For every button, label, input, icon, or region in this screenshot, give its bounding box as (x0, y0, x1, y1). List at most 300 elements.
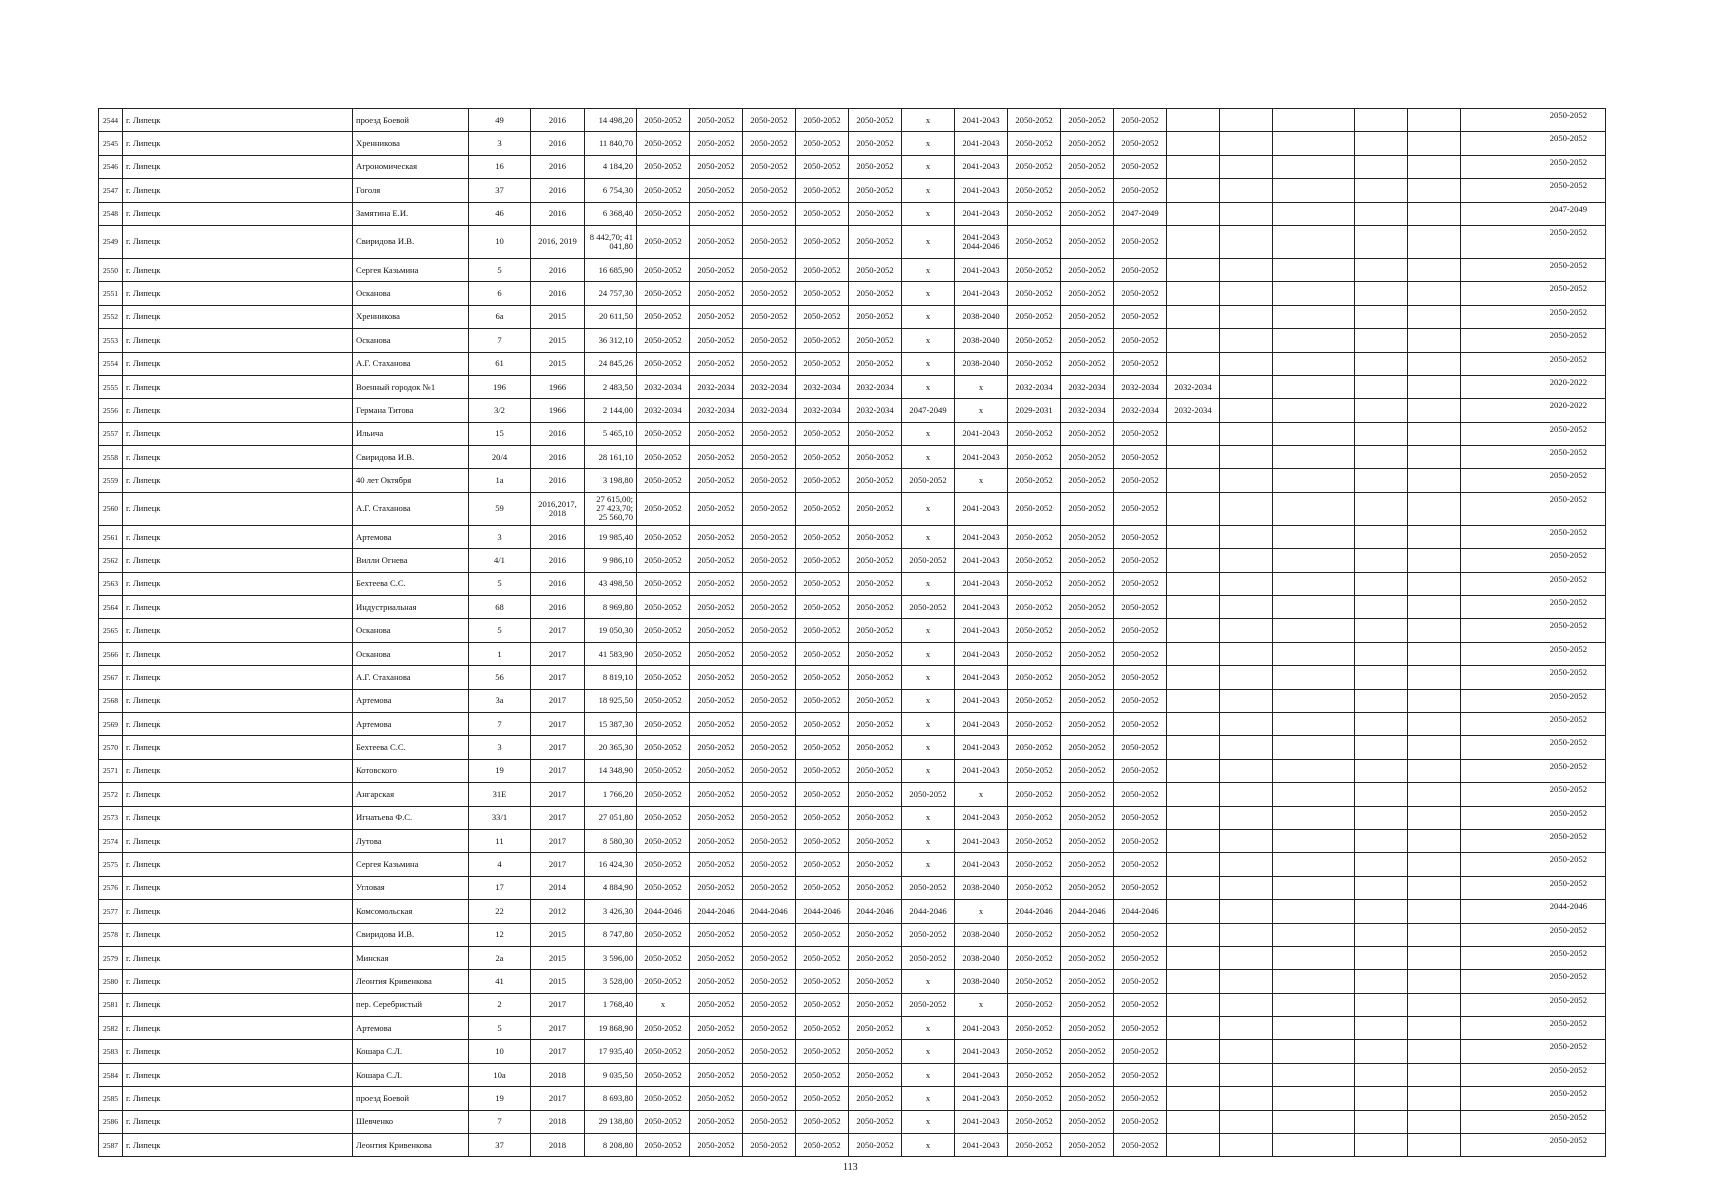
term-col-20-cell (1355, 1040, 1408, 1063)
term-col-12-cell: х (902, 202, 955, 225)
house-number-cell: 6а (469, 305, 531, 328)
term-col-11-cell: 2050-2052 (849, 1040, 902, 1063)
row-number-cell: 2560 (99, 492, 123, 525)
term-col-7-cell: 2050-2052 (637, 572, 690, 595)
table-row (99, 900, 1606, 923)
table-row (99, 305, 1606, 328)
overall-term-cell: 2050-2052 (1461, 596, 1606, 619)
survey-year-cell: 2017 (531, 993, 585, 1016)
street-cell: Германа Титова (353, 399, 469, 422)
term-col-20-cell (1355, 1017, 1408, 1040)
term-col-11-cell: 2050-2052 (849, 422, 902, 445)
settlement-cell: г. Липецк (123, 900, 353, 923)
term-col-9-cell: 2050-2052 (743, 1134, 796, 1157)
term-col-14-cell: 2050-2052 (1008, 549, 1061, 572)
term-col-15-cell: 2050-2052 (1061, 689, 1114, 712)
term-col-18-cell (1220, 993, 1273, 1016)
table-row (99, 492, 1606, 525)
term-col-14-cell: 2050-2052 (1008, 1087, 1061, 1110)
street-cell: проезд Боевой (353, 109, 469, 132)
term-col-12-cell: х (902, 1063, 955, 1086)
term-col-7-cell: 2050-2052 (637, 469, 690, 492)
term-col-14-cell: 2050-2052 (1008, 469, 1061, 492)
term-col-14-cell: 2050-2052 (1008, 525, 1061, 548)
term-col-7-cell: 2050-2052 (637, 179, 690, 202)
term-col-7-cell: 2050-2052 (637, 736, 690, 759)
term-col-12-cell: х (902, 689, 955, 712)
street-cell: Осканова (353, 619, 469, 642)
term-col-17-cell (1167, 642, 1220, 665)
term-col-13-cell: 2038-2040 (955, 352, 1008, 375)
term-col-9-cell: 2050-2052 (743, 492, 796, 525)
term-col-9-cell: 2050-2052 (743, 923, 796, 946)
overall-term-cell: 2050-2052 (1461, 155, 1606, 178)
table-row (99, 759, 1606, 782)
term-col-12-cell: 2050-2052 (902, 876, 955, 899)
term-col-11-cell: 2050-2052 (849, 923, 902, 946)
table-row (99, 946, 1606, 969)
term-col-10-cell: 2050-2052 (796, 132, 849, 155)
term-col-11-cell: 2050-2052 (849, 783, 902, 806)
settlement-cell: г. Липецк (123, 806, 353, 829)
term-col-11-cell: 2050-2052 (849, 736, 902, 759)
settlement-cell: г. Липецк (123, 666, 353, 689)
term-col-19-cell (1273, 1040, 1355, 1063)
term-col-17-cell (1167, 352, 1220, 375)
settlement-cell: г. Липецк (123, 492, 353, 525)
term-col-10-cell: 2050-2052 (796, 1017, 849, 1040)
area-cell: 14 348,90 (585, 759, 637, 782)
street-cell: Гоголя (353, 179, 469, 202)
term-col-19-cell (1273, 1087, 1355, 1110)
term-col-20-cell (1355, 712, 1408, 735)
term-col-12-cell: х (902, 572, 955, 595)
term-col-10-cell: 2050-2052 (796, 642, 849, 665)
term-col-20-cell (1355, 853, 1408, 876)
house-number-cell: 10 (469, 225, 531, 258)
area-cell: 4 884,90 (585, 876, 637, 899)
street-cell: А.Г. Стаханова (353, 352, 469, 375)
term-col-13-cell: 2041-2043 (955, 596, 1008, 619)
settlement-cell: г. Липецк (123, 1087, 353, 1110)
table-row (99, 399, 1606, 422)
term-col-10-cell: 2032-2034 (796, 375, 849, 398)
term-col-15-cell: 2050-2052 (1061, 202, 1114, 225)
term-col-19-cell (1273, 179, 1355, 202)
term-col-10-cell: 2050-2052 (796, 619, 849, 642)
term-col-7-cell: 2050-2052 (637, 225, 690, 258)
street-cell: Хренникова (353, 305, 469, 328)
term-col-19-cell (1273, 446, 1355, 469)
row-number-cell: 2546 (99, 155, 123, 178)
term-col-13-cell: 2041-2043 (955, 829, 1008, 852)
term-col-9-cell: 2050-2052 (743, 1017, 796, 1040)
term-col-10-cell: 2050-2052 (796, 783, 849, 806)
term-col-9-cell: 2050-2052 (743, 1110, 796, 1133)
term-col-7-cell: 2050-2052 (637, 549, 690, 572)
term-col-7-cell: 2050-2052 (637, 282, 690, 305)
survey-year-cell: 2016,2017, 2018 (531, 492, 585, 525)
term-col-18-cell (1220, 759, 1273, 782)
term-col-17-cell (1167, 305, 1220, 328)
street-cell: Бехтеева С.С. (353, 736, 469, 759)
house-number-cell: 10 (469, 1040, 531, 1063)
term-col-17-cell (1167, 829, 1220, 852)
term-col-13-cell: 2041-2043 (955, 179, 1008, 202)
term-col-13-cell: 2038-2040 (955, 946, 1008, 969)
survey-year-cell: 2012 (531, 900, 585, 923)
survey-year-cell: 2016 (531, 202, 585, 225)
street-cell: Сергея Казьмина (353, 258, 469, 281)
term-col-8-cell: 2050-2052 (690, 1040, 743, 1063)
term-col-8-cell: 2050-2052 (690, 923, 743, 946)
term-col-18-cell (1220, 806, 1273, 829)
area-cell: 8 208,80 (585, 1134, 637, 1157)
term-col-11-cell: 2050-2052 (849, 572, 902, 595)
survey-year-cell: 2018 (531, 1134, 585, 1157)
term-col-9-cell: 2050-2052 (743, 132, 796, 155)
term-col-21-cell (1408, 225, 1461, 258)
term-col-12-cell: 2050-2052 (902, 923, 955, 946)
term-col-12-cell: 2050-2052 (902, 993, 955, 1016)
term-col-11-cell: 2032-2034 (849, 399, 902, 422)
survey-year-cell: 1966 (531, 375, 585, 398)
term-col-7-cell: 2050-2052 (637, 876, 690, 899)
term-col-17-cell (1167, 1017, 1220, 1040)
overall-term-cell: 2050-2052 (1461, 492, 1606, 525)
term-col-13-cell: 2041-2043 (955, 282, 1008, 305)
overall-term-cell: 2020-2022 (1461, 375, 1606, 398)
term-col-16-cell: 2050-2052 (1114, 132, 1167, 155)
term-col-7-cell: 2050-2052 (637, 689, 690, 712)
term-col-20-cell (1355, 970, 1408, 993)
area-cell: 5 465,10 (585, 422, 637, 445)
term-col-10-cell: 2050-2052 (796, 666, 849, 689)
term-col-17-cell (1167, 853, 1220, 876)
area-cell: 8 693,80 (585, 1087, 637, 1110)
term-col-21-cell (1408, 712, 1461, 735)
term-col-19-cell (1273, 900, 1355, 923)
term-col-18-cell (1220, 853, 1273, 876)
term-col-10-cell: 2050-2052 (796, 993, 849, 1016)
term-col-8-cell: 2050-2052 (690, 759, 743, 782)
term-col-12-cell: х (902, 1087, 955, 1110)
house-number-cell: 1а (469, 469, 531, 492)
term-col-15-cell: 2050-2052 (1061, 642, 1114, 665)
term-col-8-cell: 2050-2052 (690, 422, 743, 445)
area-cell: 19 050,30 (585, 619, 637, 642)
term-col-17-cell (1167, 1110, 1220, 1133)
row-number-cell: 2548 (99, 202, 123, 225)
term-col-18-cell (1220, 900, 1273, 923)
term-col-18-cell (1220, 876, 1273, 899)
term-col-20-cell (1355, 352, 1408, 375)
term-col-13-cell: 2041-2043 (955, 1110, 1008, 1133)
term-col-12-cell: х (902, 225, 955, 258)
house-number-cell: 22 (469, 900, 531, 923)
term-col-18-cell (1220, 179, 1273, 202)
term-col-9-cell: 2032-2034 (743, 399, 796, 422)
overall-term-cell: 2047-2049 (1461, 202, 1606, 225)
settlement-cell: г. Липецк (123, 783, 353, 806)
survey-year-cell: 2014 (531, 876, 585, 899)
term-col-9-cell: 2050-2052 (743, 993, 796, 1016)
term-col-21-cell (1408, 1040, 1461, 1063)
street-cell: Хренникова (353, 132, 469, 155)
term-col-10-cell: 2050-2052 (796, 446, 849, 469)
house-number-cell: 3а (469, 689, 531, 712)
survey-year-cell: 2018 (531, 1110, 585, 1133)
term-col-14-cell: 2050-2052 (1008, 596, 1061, 619)
term-col-21-cell (1408, 1110, 1461, 1133)
settlement-cell: г. Липецк (123, 1063, 353, 1086)
term-col-19-cell (1273, 329, 1355, 352)
term-col-15-cell: 2050-2052 (1061, 783, 1114, 806)
table-row (99, 1040, 1606, 1063)
term-col-11-cell: 2050-2052 (849, 666, 902, 689)
row-number-cell: 2565 (99, 619, 123, 642)
term-col-16-cell: 2050-2052 (1114, 946, 1167, 969)
term-col-20-cell (1355, 446, 1408, 469)
house-number-cell: 5 (469, 619, 531, 642)
term-col-16-cell: 2050-2052 (1114, 422, 1167, 445)
term-col-9-cell: 2050-2052 (743, 305, 796, 328)
area-cell: 24 757,30 (585, 282, 637, 305)
term-col-15-cell: 2050-2052 (1061, 1017, 1114, 1040)
term-col-13-cell: 2041-2043 (955, 736, 1008, 759)
term-col-18-cell (1220, 1063, 1273, 1086)
house-number-cell: 19 (469, 759, 531, 782)
term-col-17-cell (1167, 876, 1220, 899)
term-col-18-cell (1220, 329, 1273, 352)
survey-year-cell: 2017 (531, 783, 585, 806)
survey-year-cell: 2016 (531, 549, 585, 572)
house-number-cell: 12 (469, 923, 531, 946)
term-col-8-cell: 2050-2052 (690, 829, 743, 852)
term-col-15-cell: 2050-2052 (1061, 446, 1114, 469)
term-col-21-cell (1408, 666, 1461, 689)
overall-term-cell: 2050-2052 (1461, 446, 1606, 469)
row-number-cell: 2575 (99, 853, 123, 876)
term-col-10-cell: 2050-2052 (796, 225, 849, 258)
term-col-9-cell: 2050-2052 (743, 666, 796, 689)
term-col-16-cell: 2050-2052 (1114, 329, 1167, 352)
term-col-12-cell: 2050-2052 (902, 469, 955, 492)
street-cell: Свиридова И.В. (353, 225, 469, 258)
term-col-18-cell (1220, 736, 1273, 759)
house-number-cell: 10а (469, 1063, 531, 1086)
term-col-13-cell: 2041-2043 (955, 525, 1008, 548)
term-col-8-cell: 2050-2052 (690, 1063, 743, 1086)
survey-year-cell: 2016, 2019 (531, 225, 585, 258)
house-number-cell: 56 (469, 666, 531, 689)
term-col-21-cell (1408, 282, 1461, 305)
term-col-12-cell: 2050-2052 (902, 549, 955, 572)
settlement-cell: г. Липецк (123, 572, 353, 595)
term-col-13-cell: 2041-2043 (955, 1040, 1008, 1063)
term-col-10-cell: 2050-2052 (796, 736, 849, 759)
term-col-21-cell (1408, 155, 1461, 178)
term-col-10-cell: 2050-2052 (796, 946, 849, 969)
term-col-17-cell (1167, 572, 1220, 595)
term-col-9-cell: 2050-2052 (743, 1087, 796, 1110)
term-col-11-cell: 2050-2052 (849, 492, 902, 525)
term-col-8-cell: 2050-2052 (690, 993, 743, 1016)
term-col-19-cell (1273, 1063, 1355, 1086)
term-col-20-cell (1355, 689, 1408, 712)
term-col-17-cell (1167, 202, 1220, 225)
term-col-16-cell: 2050-2052 (1114, 446, 1167, 469)
settlement-cell: г. Липецк (123, 375, 353, 398)
term-col-13-cell: 2041-2043 (955, 759, 1008, 782)
area-cell: 19 868,90 (585, 1017, 637, 1040)
term-col-20-cell (1355, 829, 1408, 852)
term-col-21-cell (1408, 876, 1461, 899)
term-col-16-cell: 2050-2052 (1114, 282, 1167, 305)
term-col-10-cell: 2050-2052 (796, 853, 849, 876)
row-number-cell: 2553 (99, 329, 123, 352)
area-cell: 24 845,26 (585, 352, 637, 375)
term-col-7-cell: 2050-2052 (637, 132, 690, 155)
term-col-17-cell: 2032-2034 (1167, 375, 1220, 398)
term-col-20-cell (1355, 109, 1408, 132)
term-col-8-cell: 2044-2046 (690, 900, 743, 923)
term-col-13-cell: 2041-2043 (955, 109, 1008, 132)
house-number-cell: 49 (469, 109, 531, 132)
term-col-12-cell: х (902, 352, 955, 375)
term-col-21-cell (1408, 549, 1461, 572)
term-col-12-cell: х (902, 642, 955, 665)
row-number-cell: 2552 (99, 305, 123, 328)
survey-year-cell: 2015 (531, 329, 585, 352)
term-col-19-cell (1273, 923, 1355, 946)
term-col-15-cell: 2050-2052 (1061, 946, 1114, 969)
term-col-19-cell (1273, 422, 1355, 445)
term-col-14-cell: 2050-2052 (1008, 132, 1061, 155)
row-number-cell: 2580 (99, 970, 123, 993)
row-number-cell: 2579 (99, 946, 123, 969)
term-col-16-cell: 2050-2052 (1114, 619, 1167, 642)
house-number-cell: 19 (469, 1087, 531, 1110)
term-col-7-cell: 2050-2052 (637, 492, 690, 525)
term-col-20-cell (1355, 225, 1408, 258)
term-col-12-cell: х (902, 258, 955, 281)
term-col-19-cell (1273, 666, 1355, 689)
term-col-16-cell: 2050-2052 (1114, 549, 1167, 572)
house-number-cell: 3 (469, 132, 531, 155)
street-cell: пер. Серебристый (353, 993, 469, 1016)
area-cell: 1 768,40 (585, 993, 637, 1016)
area-cell: 6 754,30 (585, 179, 637, 202)
street-cell: Осканова (353, 329, 469, 352)
term-col-13-cell: 2041-2043 (955, 1087, 1008, 1110)
survey-year-cell: 2016 (531, 179, 585, 202)
term-col-15-cell: 2050-2052 (1061, 469, 1114, 492)
term-col-9-cell: 2044-2046 (743, 900, 796, 923)
term-col-9-cell: 2050-2052 (743, 109, 796, 132)
term-col-16-cell: 2050-2052 (1114, 689, 1167, 712)
term-col-15-cell: 2050-2052 (1061, 422, 1114, 445)
term-col-7-cell: 2050-2052 (637, 446, 690, 469)
term-col-8-cell: 2050-2052 (690, 689, 743, 712)
term-col-20-cell (1355, 572, 1408, 595)
term-col-10-cell: 2050-2052 (796, 970, 849, 993)
term-col-12-cell: х (902, 759, 955, 782)
row-number-cell: 2572 (99, 783, 123, 806)
term-col-15-cell: 2050-2052 (1061, 1087, 1114, 1110)
table-row (99, 1134, 1606, 1157)
term-col-16-cell: 2050-2052 (1114, 876, 1167, 899)
term-col-11-cell: 2050-2052 (849, 305, 902, 328)
term-col-20-cell (1355, 329, 1408, 352)
term-col-17-cell (1167, 1134, 1220, 1157)
area-cell: 3 528,00 (585, 970, 637, 993)
row-number-cell: 2587 (99, 1134, 123, 1157)
term-col-18-cell (1220, 202, 1273, 225)
term-col-10-cell: 2050-2052 (796, 492, 849, 525)
term-col-10-cell: 2050-2052 (796, 525, 849, 548)
table-row (99, 736, 1606, 759)
term-col-21-cell (1408, 806, 1461, 829)
row-number-cell: 2567 (99, 666, 123, 689)
term-col-10-cell: 2050-2052 (796, 422, 849, 445)
overall-term-cell: 2050-2052 (1461, 225, 1606, 258)
term-col-13-cell: 2038-2040 (955, 305, 1008, 328)
overall-term-cell: 2050-2052 (1461, 712, 1606, 735)
term-col-16-cell: 2050-2052 (1114, 783, 1167, 806)
house-number-cell: 7 (469, 329, 531, 352)
street-cell: Минская (353, 946, 469, 969)
term-col-13-cell: 2041-2043 (955, 572, 1008, 595)
term-col-13-cell: 2038-2040 (955, 329, 1008, 352)
term-col-16-cell: 2050-2052 (1114, 525, 1167, 548)
street-cell: Осканова (353, 282, 469, 305)
term-col-8-cell: 2050-2052 (690, 736, 743, 759)
table-row (99, 525, 1606, 548)
term-col-8-cell: 2032-2034 (690, 375, 743, 398)
area-cell: 19 985,40 (585, 525, 637, 548)
term-col-8-cell: 2050-2052 (690, 1110, 743, 1133)
term-col-20-cell (1355, 1063, 1408, 1086)
table-row (99, 829, 1606, 852)
term-col-17-cell (1167, 109, 1220, 132)
term-col-19-cell (1273, 689, 1355, 712)
table-row (99, 642, 1606, 665)
term-col-9-cell: 2050-2052 (743, 422, 796, 445)
term-col-20-cell (1355, 596, 1408, 619)
term-col-20-cell (1355, 282, 1408, 305)
term-col-8-cell: 2050-2052 (690, 853, 743, 876)
term-col-11-cell: 2050-2052 (849, 132, 902, 155)
term-col-10-cell: 2050-2052 (796, 806, 849, 829)
term-col-10-cell: 2050-2052 (796, 829, 849, 852)
house-number-cell: 31Е (469, 783, 531, 806)
term-col-18-cell (1220, 132, 1273, 155)
row-number-cell: 2576 (99, 876, 123, 899)
term-col-8-cell: 2050-2052 (690, 549, 743, 572)
term-col-19-cell (1273, 258, 1355, 281)
term-col-15-cell: 2050-2052 (1061, 619, 1114, 642)
term-col-14-cell: 2050-2052 (1008, 282, 1061, 305)
street-cell: Артемова (353, 689, 469, 712)
row-number-cell: 2586 (99, 1110, 123, 1133)
survey-year-cell: 1966 (531, 399, 585, 422)
term-col-10-cell: 2044-2046 (796, 900, 849, 923)
term-col-7-cell: 2050-2052 (637, 1017, 690, 1040)
row-number-cell: 2578 (99, 923, 123, 946)
term-col-14-cell: 2050-2052 (1008, 806, 1061, 829)
term-col-7-cell: 2032-2034 (637, 375, 690, 398)
